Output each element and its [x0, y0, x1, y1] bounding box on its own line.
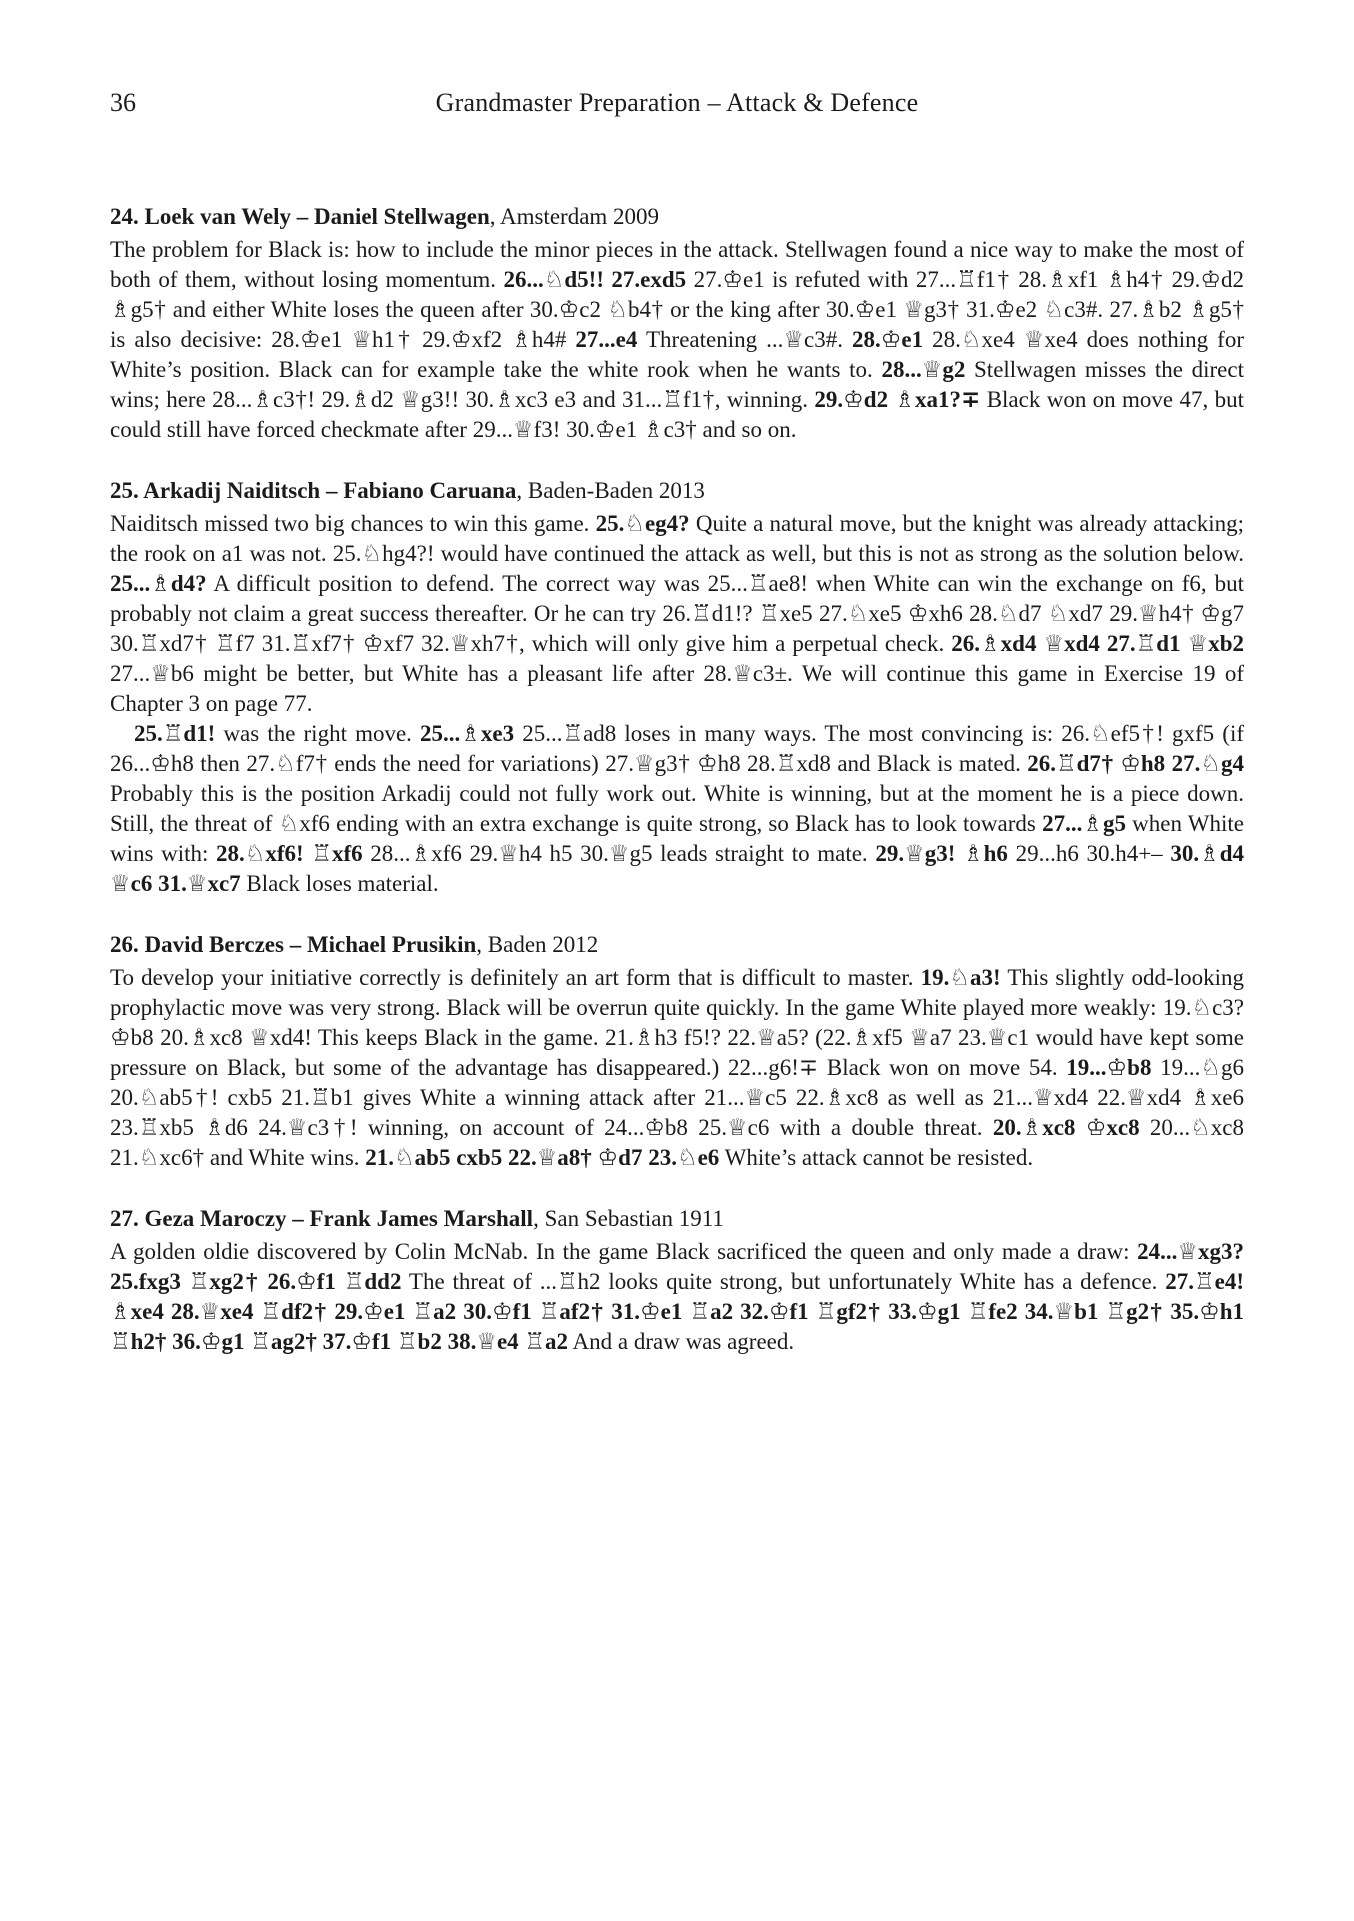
- commentary-text: This slightly odd-looking prophylactic move was very strong. Black will be overrun quite quickly. In the game White played more weakly: 19.♘c3? ♔b8 20.♗xc8 ♕xd4! This keeps Black in the game. 21.♗h3 f5!? 22.♕a5? (22.♗xf5 ♕a7 23.♕c1 would have kept some pressure on Black, but some of the advantage has disappeared.) 22...g6!∓ Black won on move 54.: [110, 965, 1244, 1080]
- commentary-text: 28...♗xf6 29.♕h4 h5 30.♕g5 leads straight to mate.: [362, 841, 876, 866]
- commentary-text: 29...h6 30.h4+–: [1007, 841, 1171, 866]
- game-section: [110, 202, 1244, 445]
- page-header: [110, 88, 1244, 120]
- move-text: 25.♘eg4?: [595, 511, 690, 536]
- game-players: 24. Loek van Wely – Daniel Stellwagen: [110, 204, 490, 229]
- commentary-text: Black won on move 47, but could still have forced checkmate after 29...♕f3! 30.♔e1 ♗c3† and so on.: [110, 387, 1245, 442]
- commentary-text: The problem for Black is: how to include the minor pieces in the attack. Stellwagen found a nice way to make the most of both of them, without losing momentum.: [110, 237, 1244, 292]
- commentary-text: Stellwagen misses the direct wins; here 28...♗c3†! 29.♗d2 ♕g3!! 30.♗xc3 e3 and 31...♖f1†, winning.: [110, 357, 1244, 412]
- page-number: 36: [110, 88, 136, 117]
- commentary-text: 25...♖ad8 loses in many ways. The most convincing is: 26.♘ef5†! gxf5 (if 26...♔h8 then 27.♘f7† ends the need for variations) 27.♕g3† ♔h8 28.♖xd8 and Black is mated.: [110, 721, 1244, 776]
- move-text: 24...♕xg3? 25.fxg3 ♖xg2† 26.♔f1 ♖dd2: [110, 1239, 1244, 1294]
- move-text: 30.♗d4 ♕c6 31.♕xc7: [110, 841, 1245, 896]
- page-content: [110, 202, 1244, 1357]
- move-text: 26.♖d7† ♔h8 27.♘g4: [1027, 751, 1244, 776]
- commentary-text: when White wins with:: [110, 811, 1244, 866]
- annotation-paragraph: [110, 235, 1244, 445]
- annotation-paragraph: [110, 963, 1244, 1173]
- move-text: 25...♗d4?: [110, 571, 207, 596]
- book-title: Grandmaster Preparation – Attack & Defence: [435, 88, 919, 117]
- commentary-text: 27.♔e1 is refuted with 27...♖f1† 28.♗xf1 ♗h4† 29.♔d2 ♗g5† and either White loses the queen after 30.♔c2 ♘b4† or the king after 30.♔e1 ♕g3† 31.♔e2 ♘c3#. 27.♗b2 ♗g5† is also decisive: 28.♔e1 ♕h1† 29.♔xf2 ♗h4#: [110, 267, 1245, 352]
- move-text: 27.♖e4! ♗xe4 28.♕xe4 ♖df2† 29.♔e1 ♖a2 30.♔f1 ♖af2† 31.♔e1 ♖a2 32.♔f1 ♖gf2† 33.♔g1 ♖fe2 34.♕b1 ♖g2† 35.♔h1 ♖h2† 36.♔g1 ♖ag2† 37.♔f1 ♖b2 38.♕e4 ♖a2: [110, 1269, 1244, 1354]
- move-text: 28.♔e1: [852, 327, 924, 352]
- commentary-text: Black loses material.: [240, 871, 439, 896]
- game-venue: , San Sebastian 1911: [533, 1206, 724, 1231]
- commentary-text: Probably this is the position Arkadij could not fully work out. White is winning, but at the moment he is a piece down. Still, the threat of ♘xf6 ending with an extra exchange is quite strong, so Black has to look towards: [110, 781, 1244, 836]
- commentary-text: The threat of ...♖h2 looks quite strong, but unfortunately White has a defence.: [401, 1269, 1166, 1294]
- game-section: [110, 930, 1244, 1173]
- game-venue: , Baden 2012: [476, 932, 599, 957]
- move-text: 25...♗xe3: [420, 721, 515, 746]
- move-text: 25.♖d1!: [134, 721, 216, 746]
- commentary-text: And a draw was agreed.: [568, 1329, 795, 1354]
- game-venue: , Amsterdam 2009: [489, 204, 660, 229]
- game-heading: [110, 202, 1244, 232]
- commentary-text: 20...♘xc8 21.♘xc6† and White wins.: [110, 1115, 1245, 1170]
- game-players: 26. David Berczes – Michael Prusikin: [110, 932, 477, 957]
- move-text: 28...♕g2: [881, 357, 966, 382]
- game-heading: [110, 476, 1244, 506]
- commentary-text: 28.♘xe4 ♕xe4 does nothing for White’s position. Black can for example take the white rook when he wants to.: [110, 327, 1244, 382]
- commentary-text: 19...♘g6 20.♘ab5†! cxb5 21.♖b1 gives White a winning attack after 21...♕c5 22.♗xc8 as well as 21...♕xd4 22.♕xd4 ♗xe6 23.♖xb5 ♗d6 24.♕c3†! winning, on account of 24...♔b8 25.♕c6 with a double threat.: [110, 1055, 1244, 1140]
- move-text: 20.♗xc8 ♔xc8: [992, 1115, 1140, 1140]
- commentary-text: To develop your initiative correctly is definitely an art form that is difficult to master.: [110, 965, 921, 990]
- move-text: 26...♘d5!! 27.exd5: [503, 267, 687, 292]
- move-text: 28.♘xf6! ♖xf6: [216, 841, 363, 866]
- game-heading: [110, 1204, 1244, 1234]
- annotation-paragraph: [110, 509, 1244, 719]
- commentary-text: Threatening ...♕c3#.: [637, 327, 853, 352]
- move-text: 19...♔b8: [1066, 1055, 1152, 1080]
- move-text: 27...e4: [575, 327, 638, 352]
- commentary-text: Naiditsch missed two big chances to win this game.: [110, 511, 596, 536]
- move-text: 21.♘ab5 cxb5 22.♕a8† ♔d7 23.♘e6: [365, 1145, 720, 1170]
- commentary-text: White’s attack cannot be resisted.: [719, 1145, 1034, 1170]
- move-text: 29.♕g3! ♗h6: [875, 841, 1008, 866]
- annotation-paragraph: [110, 719, 1244, 899]
- game-section: [110, 476, 1244, 899]
- move-text: 27...♗g5: [1042, 811, 1126, 836]
- commentary-text: A golden oldie discovered by Colin McNab. In the game Black sacrificed the queen and only made a draw:: [110, 1239, 1138, 1264]
- game-venue: , Baden-Baden 2013: [516, 478, 705, 503]
- commentary-text: Quite a natural move, but the knight was already attacking; the rook on a1 was not. 25.♘hg4?! would have continued the attack as well, but this is not as strong as the solution below.: [110, 511, 1244, 566]
- move-text: 29.♔d2 ♗xa1?∓: [814, 387, 981, 412]
- commentary-text: A difficult position to defend. The correct way was 25...♖ae8! when White can win the exchange on f6, but probably not claim a great success thereafter. Or he can try 26.♖d1!? ♖xe5 27.♘xe5 ♔xh6 28.♘d7 ♘xd7 29.♕h4† ♔g7 30.♖xd7† ♖f7 31.♖xf7† ♔xf7 32.♕xh7†, which will only give him a perpetual check.: [110, 571, 1244, 656]
- commentary-text: was the right move.: [215, 721, 421, 746]
- commentary-text: 27...♕b6 might be better, but White has a pleasant life after 28.♕c3±. We will continue this game in Exercise 19 of Chapter 3 on page 77.: [110, 661, 1244, 716]
- game-section: [110, 1204, 1244, 1357]
- game-players: 27. Geza Maroczy – Frank James Marshall: [110, 1206, 534, 1231]
- game-heading: [110, 930, 1244, 960]
- move-text: 19.♘a3!: [920, 965, 1001, 990]
- move-text: 26.♗xd4 ♕xd4 27.♖d1 ♕xb2: [951, 631, 1244, 656]
- game-players: 25. Arkadij Naiditsch – Fabiano Caruana: [110, 478, 517, 503]
- annotation-paragraph: [110, 1237, 1244, 1357]
